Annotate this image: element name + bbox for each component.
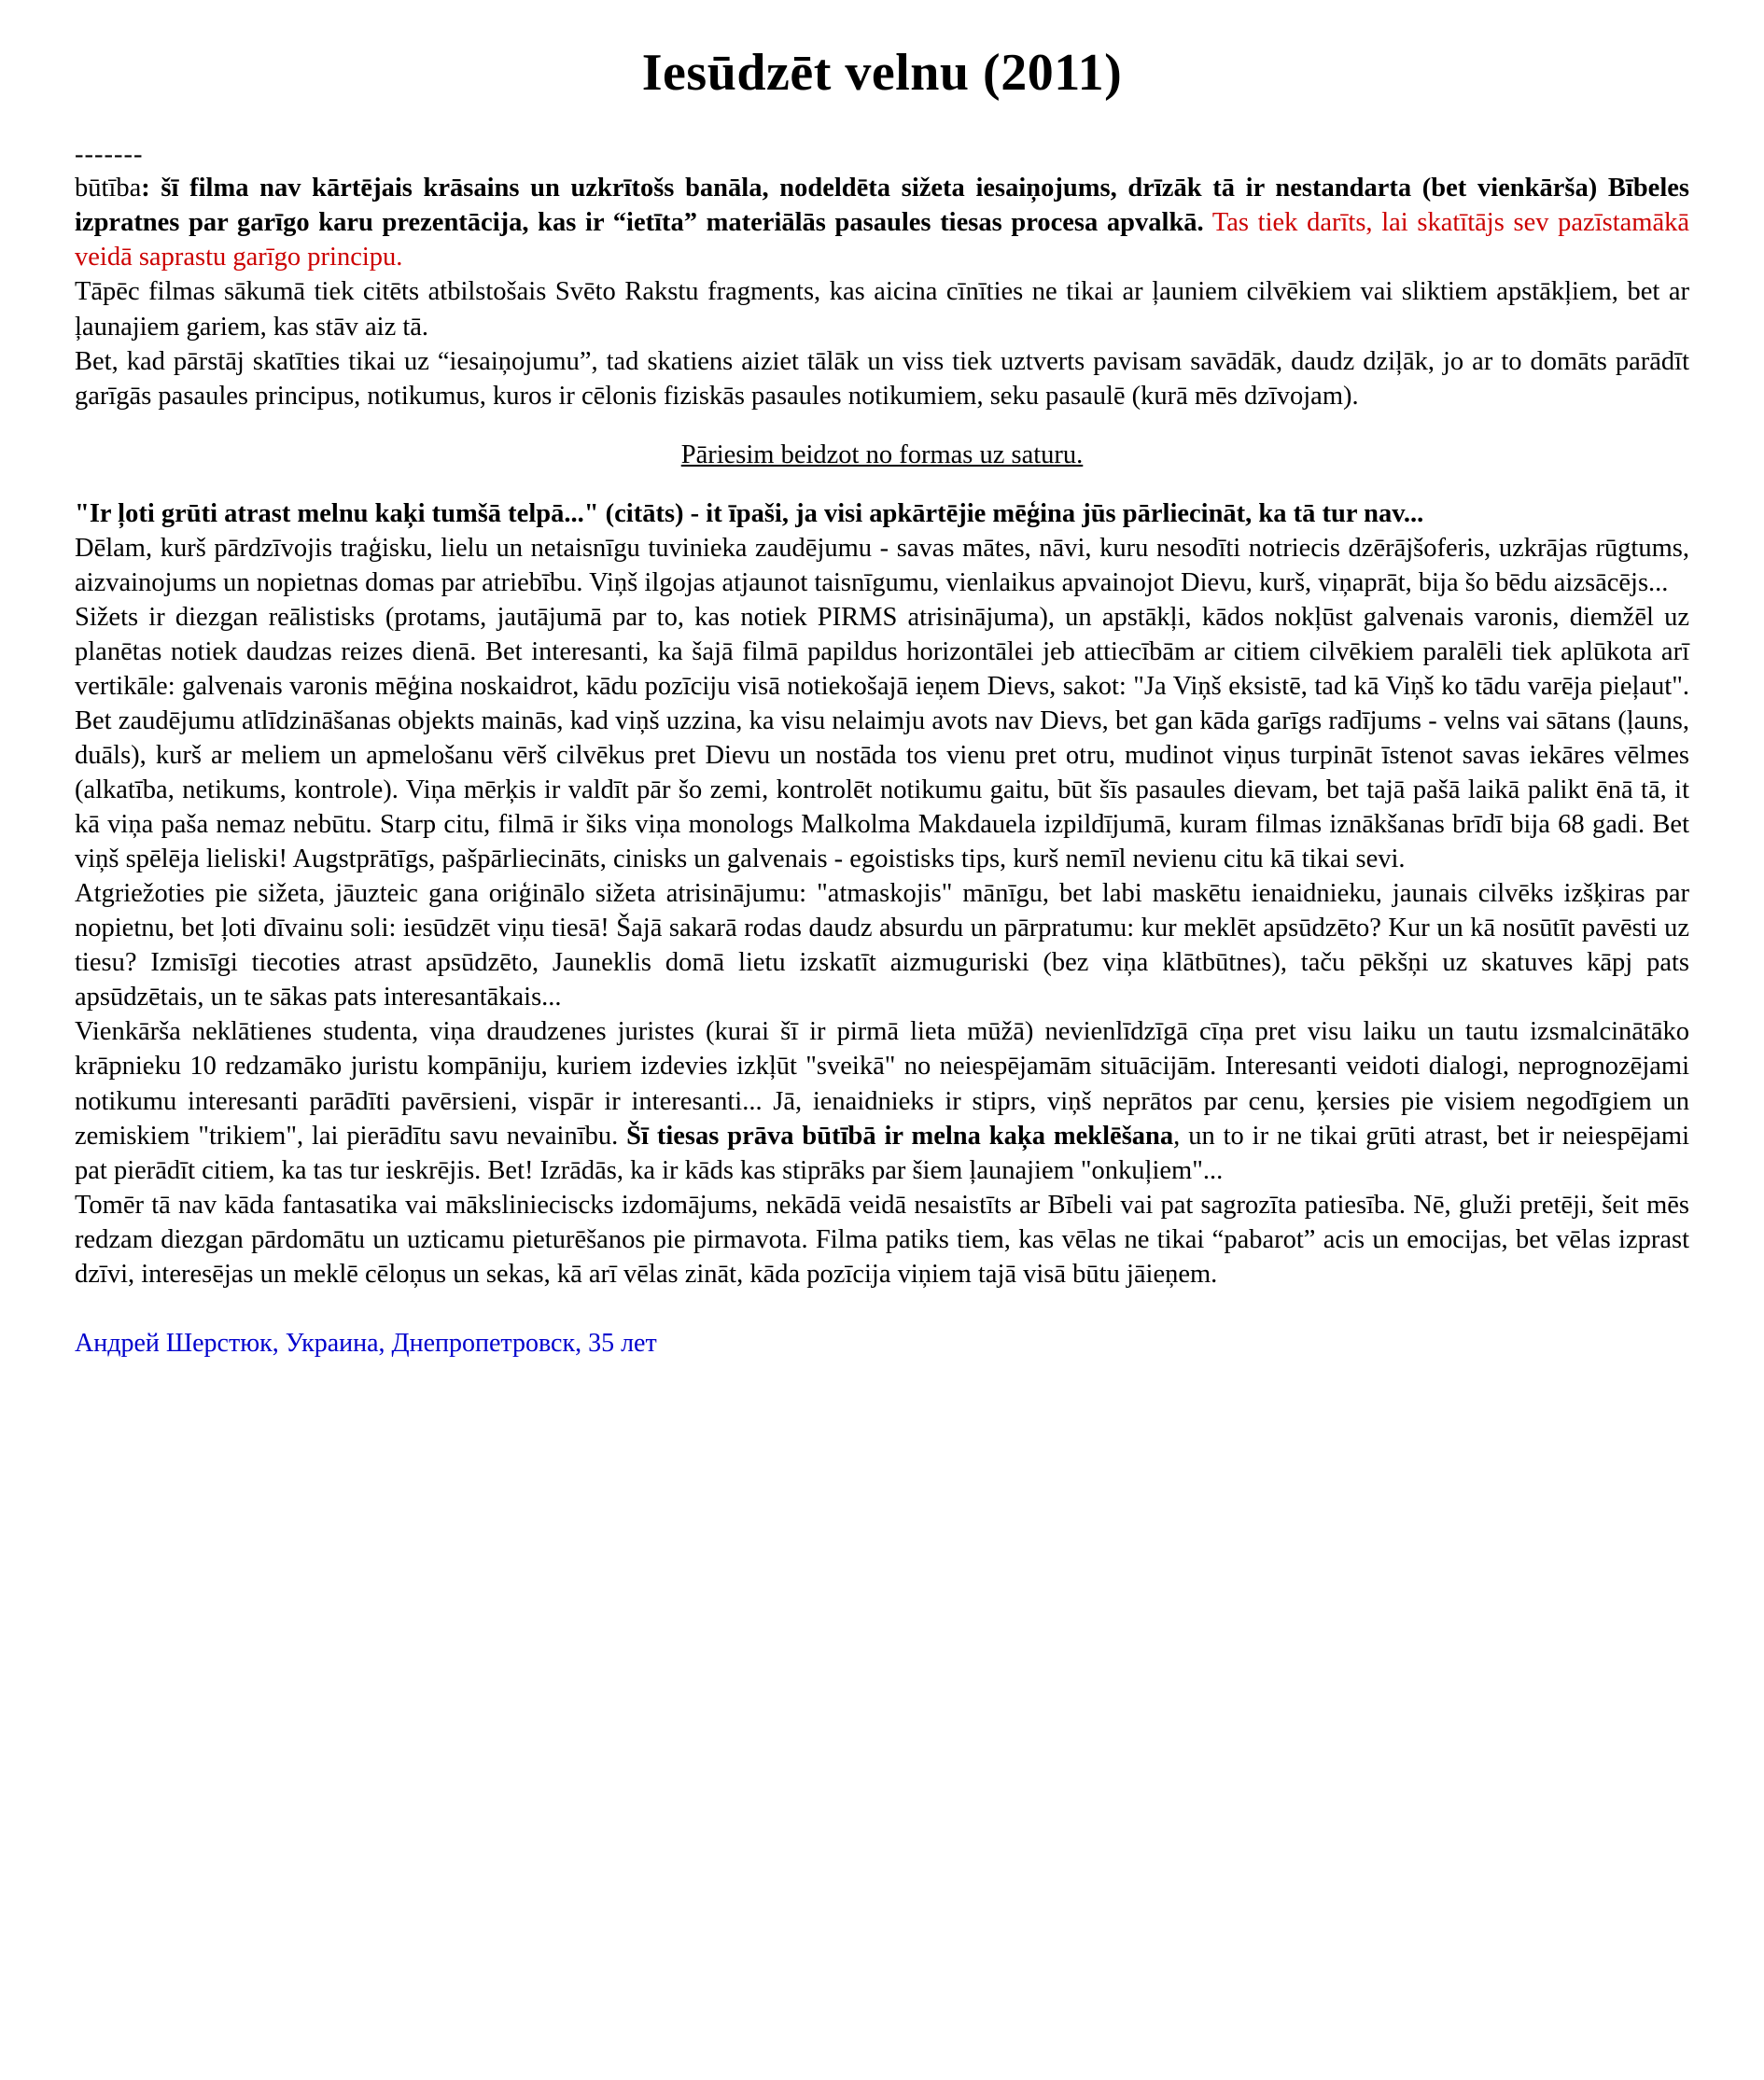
- paragraph-4-part1: Vienkārša neklātienes studenta, viņa draudzenes juristes (kurai šī ir pirmā lieta mūžā) nevienlīdzīgā cīņa pret visu laiku un tautu izsmalcinātāko krāpnieku 10 redzamāko juristu kompāniju, kuriem izdevies izkļūt "sveikā" no neiespējamām situācijām. Interesanti veidoti dialogi, neprognozējami notikumu interesanti parādīti pavērsieni, vispār ir interesanti... Jā, ienaidnieks ir stiprs, viņš neprātos par cenu, ķersies pie visiem negodīgiem un zemiskiem "trikiem", lai pierādītu savu nevainību.: [75, 1017, 1689, 1151]
- document-body: [75, 140, 1689, 1291]
- paragraph-4-part2: , un to ir ne tikai grūti atrast, bet ir neiespējami pat pierādīt citiem, ka tas tur ieskrējis. Bet! Izrādās, ka ir kāds kas stiprāks par šiem ļaunajiem "onkuļiem"...: [75, 1121, 1690, 1185]
- intro-paragraph-1: Tāpēc filmas sākumā tiek citēts atbilstošais Svēto Rakstu fragments, kas aicina cīnīties ne tikai ar ļauniem cilvēkiem vai sliktiem apstākļiem, bet ar ļaunajiem gariem, kas stāv aiz tā.: [75, 277, 1689, 342]
- closing-paragraph: Tomēr tā nav kāda fantasatika vai mākslinieciscks izdomājums, nekādā veidā nesaistīts ar Bībeli vai pat sagrozīta patiesība. Nē, gluži pretēji, šeit mēs redzam diezgan pārdomātu un uzticamu pieturēšanos pie pirmavota. Filma patiks tiem, kas vēlas ne tikai “pabarot” acis un emocijas, bet vēlas izprast dzīvi, interesējas un meklē cēloņus un sekas, kā arī vēlas zināt, kāda pozīcija viņiem tajā visā būtu jāieņem.: [75, 1190, 1689, 1289]
- intro-lead-red: Tas tiek darīts, lai skatītājs sev pazīstamākā veidā saprastu garīgo principu.: [75, 208, 1689, 272]
- intro-paragraph-2: Bet, kad pārstāj skatīties tikai uz “iesaiņojumu”, tad skatiens aiziet tālāk un viss tiek uztverts pavisam savādāk, daudz dziļāk, jo ar to domāts parādīt garīgās pasaules principus, notikumus, kuros ir cēlonis fiziskās pasaules notikumiem, seku pasaulē (kurā mēs dzīvojam).: [75, 346, 1689, 411]
- intro-lead-paragraph: [75, 171, 1689, 274]
- intro-lead-label: būtība: [75, 174, 142, 203]
- quote-heading: "Ir ļoti grūti atrast melnu kaķi tumšā telpā..." (citāts) - it īpaši, ja visi apkārtējie mēģina jūs pārliecināt, ka tā tur nav...: [75, 498, 1424, 528]
- paragraph-4: [75, 1014, 1689, 1187]
- transition-line: Pāriesim beidzot no formas uz saturu.: [680, 440, 1084, 469]
- paragraph-2: Sižets ir diezgan reālistisks (protams, jautājumā par to, kas notiek PIRMS atrisinājuma), un apstākļi, kādos nokļūst galvenais varonis, diemžēl uz planētas notiek daudzas reizes dienā. Bet interesanti, ka šajā filmā papildus horizontālei jeb attiecībām ar citiem cilvēkiem paralēli tiek aplūkota arī vertikāle: galvenais varonis mēģina noskaidrot, kādu pozīciju visā notiekošajā ieņem Dievs, sakot: "Ja Viņš eksistē, tad kā Viņš ko tādu varēja pieļaut". Bet zaudējumu atlīdzināšanas objekts mainās, kad viņš uzzina, ka visu nelaimju avots nav Dievs, bet gan kāda garīgs radījums - velns vai sātans (ļauns, duāls), kurš ar meliem un apmelošanu vērš cilvēkus pret Dievu un nostāda tos vienu pret otru, mudinot viņus turpināt īstenot savas iekāres vēlmes (alkatība, netikums, kontrole). Viņa mērķis ir valdīt pār šo zemi, kontrolēt notikumu gaitu, būt šīs pasaules dievam, bet tajā pašā laikā palikt ēnā tā, it kā viņa paša nemaz nebūtu. Starp citu, filmā ir šiks viņa monologs Malkolma Makdauela izpildījumā, kuram filmas iznākšanas brīdī bija 68 gadi. Bet viņš spēlēja lieliski! Augstprātīgs, pašpārliecināts, cinisks un galvenais - egoistisks tips, kurš nemīl nevienu citu kā tikai sevi.: [75, 602, 1689, 874]
- intro-lead-bold: : šī filma nav kārtējais krāsains un uzkrītošs banāla, nodeldēta sižeta iesaiņojums, drīzāk tā ir nestandarta (bet vienkārša) Bībeles izpratnes par garīgo karu prezentācija, kas ir “ietīta” materiālās pasaules tiesas procesa apvalkā.: [75, 174, 1689, 238]
- paragraph-1: Dēlam, kurš pārdzīvojis traģisku, lielu un netaisnīgu tuvinieka zaudējumu - savas mātes, nāvi, kuru nesodīti notriecis dzērājšoferis, uzkrājas rūgtums, aizvainojums un nopietnas domas par atriebību. Viņš ilgojas atjaunot taisnīgumu, vienlaikus apvainojot Dievu, kurš, viņaprāt, bija šo bēdu aizsācējs...: [75, 533, 1689, 597]
- paragraph-3: Atgriežoties pie sižeta, jāuzteic gana oriģinālo sižeta atrisinājumu: "atmaskojis" mānīgu, bet labi maskētu ienaidnieku, jaunais cilvēks izšķiras par nopietnu, bet ļoti dīvainu soli: iesūdzēt viņu tiesā! Šajā sakarā rodas daudz absurdu un pārpratumu: kur meklēt apsūdzēto? Kur un kā nosūtīt pavēsti uz tiesu? Izmisīgi tiecoties atrast apsūdzēto, Jauneklis domā lietu izskatīt aizmuguriski (bez viņa klātbūtnes), taču pēkšņi uz skatuves kāpj pats apsūdzētais, un te sākas pats interesantākais...: [75, 879, 1689, 1012]
- author-credit: Андрей Шерстюк, Украина, Днепропетровск, 35 лет: [75, 1328, 657, 1358]
- paragraph-4-bold: Šī tiesas prāva būtībā ir melna kaķa meklēšana: [626, 1121, 1174, 1151]
- page-title: Iesūdzēt velnu (2011): [641, 44, 1123, 102]
- separator-line: -------: [75, 140, 144, 169]
